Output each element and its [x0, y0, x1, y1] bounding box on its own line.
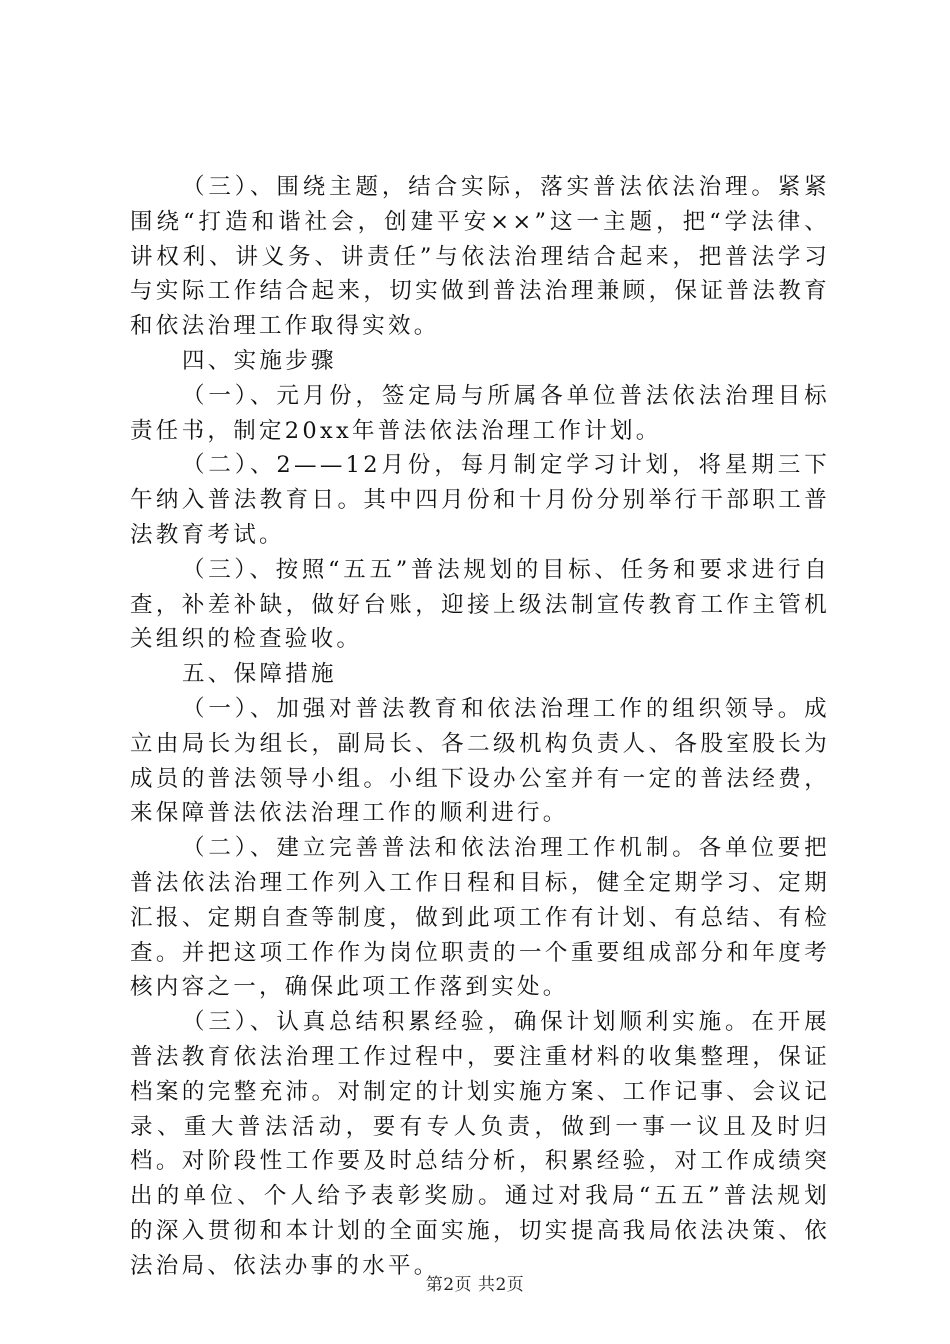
paragraph-step-self-check: （三）、按照“五五”普法规划的目标、任务和要求进行自查，补差补缺，做好台账，迎接上级法制宣传教育工作主管机关组织的检查验收。 — [130, 556, 830, 653]
paragraph-safeguard-mechanism: （二）、建立完善普法和依法治理工作机制。各单位要把普法依法治理工作列入工作日程和目标，健全定期学习、定期汇报、定期自查等制度，做到此项工作有计划、有总结、有检查。并把这项工作作为岗位职责的一个重要组成部分和年度考核内容之一，确保此项工作落到实处。 — [130, 835, 830, 1001]
section-heading-implementation-steps: 四、实施步骤 — [182, 347, 337, 374]
paragraph-safeguard-experience: （三）、认真总结积累经验，确保计划顺利实施。在开展普法教育依法治理工作过程中，要注重材料的收集整理，保证档案的完整充沛。对制定的计划实施方案、工作记事、会议记录、重大普法活动，要有专人负责，做到一事一议且及时归档。对阶段性工作要及时总结分析，积累经验，对工作成绩突出的单位、个人给予表彰奖励。通过对我局“五五”普法规划的深入贯彻和本计划的全面实施，切实提高我局依法决策、依法治局、依法办事的水平。 — [130, 1009, 830, 1279]
paragraph-focus-theme: （三）、围绕主题，结合实际，落实普法依法治理。紧紧围绕“打造和谐社会，创建平安××”这一主题，把“学法律、讲权利、讲义务、讲责任”与依法治理结合起来，把普法学习与实际工作结合起来，切实做到普法治理兼顾，保证普法教育和依法治理工作取得实效。 — [130, 174, 830, 340]
page-number-footer: 第2页 共2页 — [425, 1275, 525, 1295]
paragraph-safeguard-leadership: （一）、加强对普法教育和依法治理工作的组织领导。成立由局长为组长，副局长、各二级机构负责人、各股室股长为成员的普法领导小组。小组下设办公室并有一定的普法经费，来保障普法依法治理工作的顺利进行。 — [130, 695, 830, 827]
document-body — [130, 170, 830, 1284]
paragraph-step-january: （一）、元月份，签定局与所属各单位普法依法治理目标责任书，制定20xx年普法依法治理工作计划。 — [130, 382, 830, 444]
paragraph-step-feb-dec: （二）、2——12月份，每月制定学习计划，将星期三下午纳入普法教育日。其中四月份和十月份分别举行干部职工普法教育考试。 — [130, 452, 830, 548]
section-heading-safeguards: 五、保障措施 — [182, 661, 337, 688]
